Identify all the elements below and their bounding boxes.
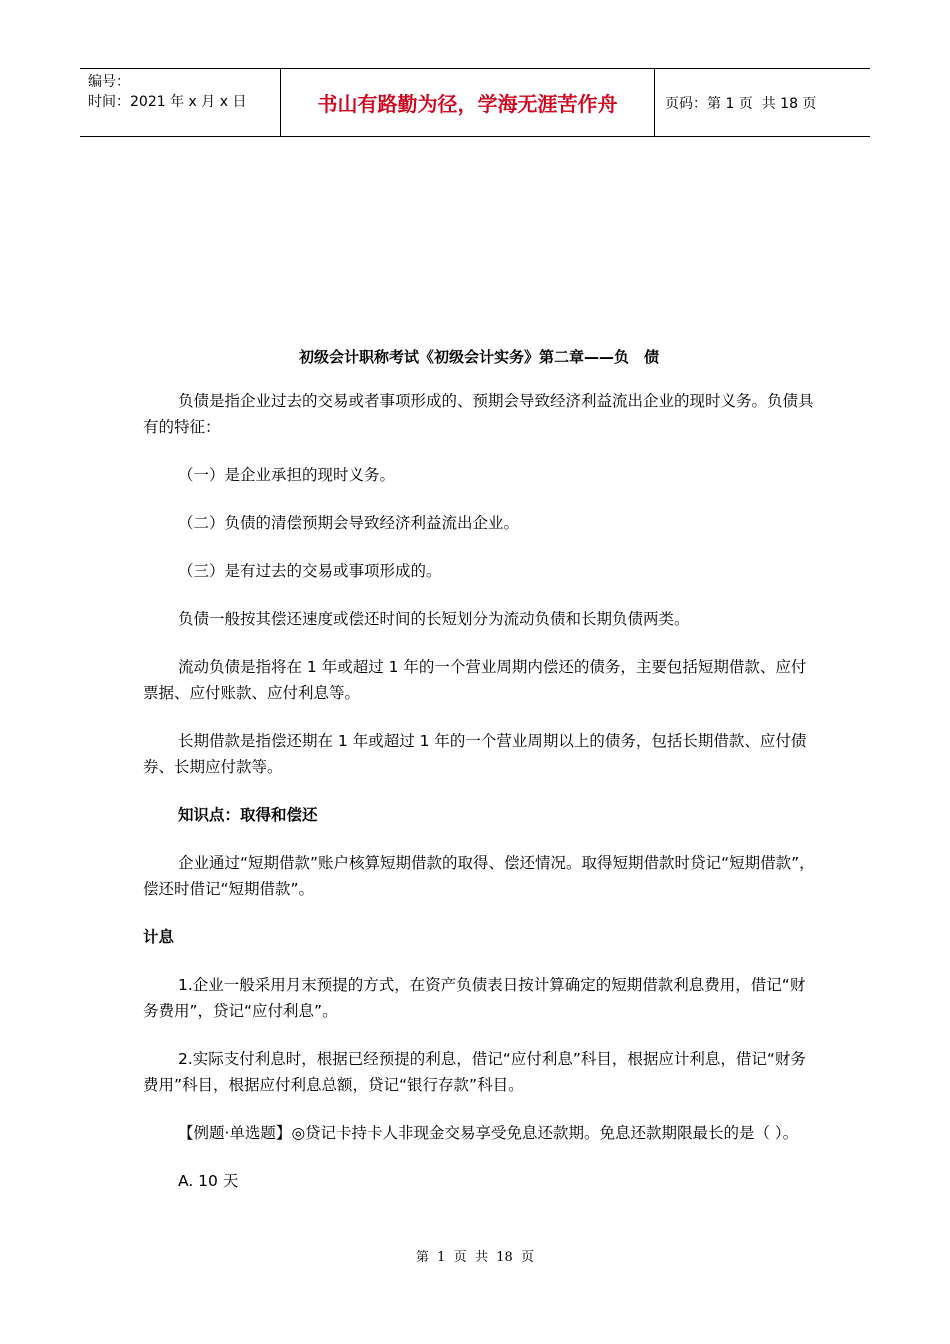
current-liabilities-paragraph: 流动负债是指将在 1 年或超过 1 年的一个营业周期内偿还的债务，主要包括短期借款、应付票据、应付账款、应付利息等。 (143, 658, 807, 702)
interest-paragraph-1: 1.企业一般采用月末预提的方式，在资产负债表日按计算确定的短期借款利息费用，借记“财务费用”，贷记“应付利息”。 (143, 976, 806, 1020)
classification-paragraph: 负债一般按其偿还速度或偿还时间的长短划分为流动负债和长期负债两类。 (178, 610, 690, 628)
feature-item: （一）是企业承担的现时义务。 (178, 466, 396, 484)
header-meta (80, 69, 281, 136)
short-term-loans-paragraph: 企业通过“短期借款”账户核算短期借款的取得、偿还情况。取得短期借款时贷记“短期借款”，偿还时借记“短期借款”。 (143, 854, 815, 898)
document-title: 初级会计职称考试《初级会计实务》第二章——负 债 (298, 348, 659, 366)
interest-paragraph-2: 2.实际支付利息时，根据已经预提的利息，借记“应付利息”科目，根据应计利息，借记“财务费用”科目，根据应付利息总额，贷记“银行存款”科目。 (143, 1050, 806, 1094)
header-page-info (655, 69, 870, 136)
knowledge-point-heading: 知识点：取得和偿还 (178, 806, 318, 824)
example-tag: 【例题·单选题】 (178, 1124, 292, 1142)
time-label: 时间：2021 年 x 月 x 日 (88, 94, 247, 110)
interest-heading: 计息 (143, 928, 175, 946)
intro-paragraph: 负债是指企业过去的交易或者事项形成的、预期会导致经济利益流出企业的现时义务。负债具有的特征： (143, 392, 814, 436)
code-label: 编号： (88, 74, 130, 90)
page-header (80, 68, 870, 137)
page-footer: 第 1 页 共 18 页 (415, 1250, 535, 1265)
feature-item: （二）负债的清偿预期会导致经济利益流出企业。 (178, 514, 520, 532)
example-question (143, 1120, 815, 1146)
example-question-text: ◎贷记卡持卡人非现金交易享受免息还款期。免息还款期限最长的是（ ）。 (291, 1124, 799, 1142)
page-info-text: 页码：第 1 页 共 18 页 (665, 95, 817, 112)
option-a: A. 10 天 (178, 1172, 239, 1190)
long-term-paragraph: 长期借款是指偿还期在 1 年或超过 1 年的一个营业周期以上的债务，包括长期借款、应付债券、长期应付款等。 (143, 732, 807, 776)
header-motto: 书山有路勤为径，学海无涯苦作舟 (281, 69, 655, 136)
document-body (143, 344, 815, 1216)
feature-item: （三）是有过去的交易或事项形成的。 (178, 562, 442, 580)
